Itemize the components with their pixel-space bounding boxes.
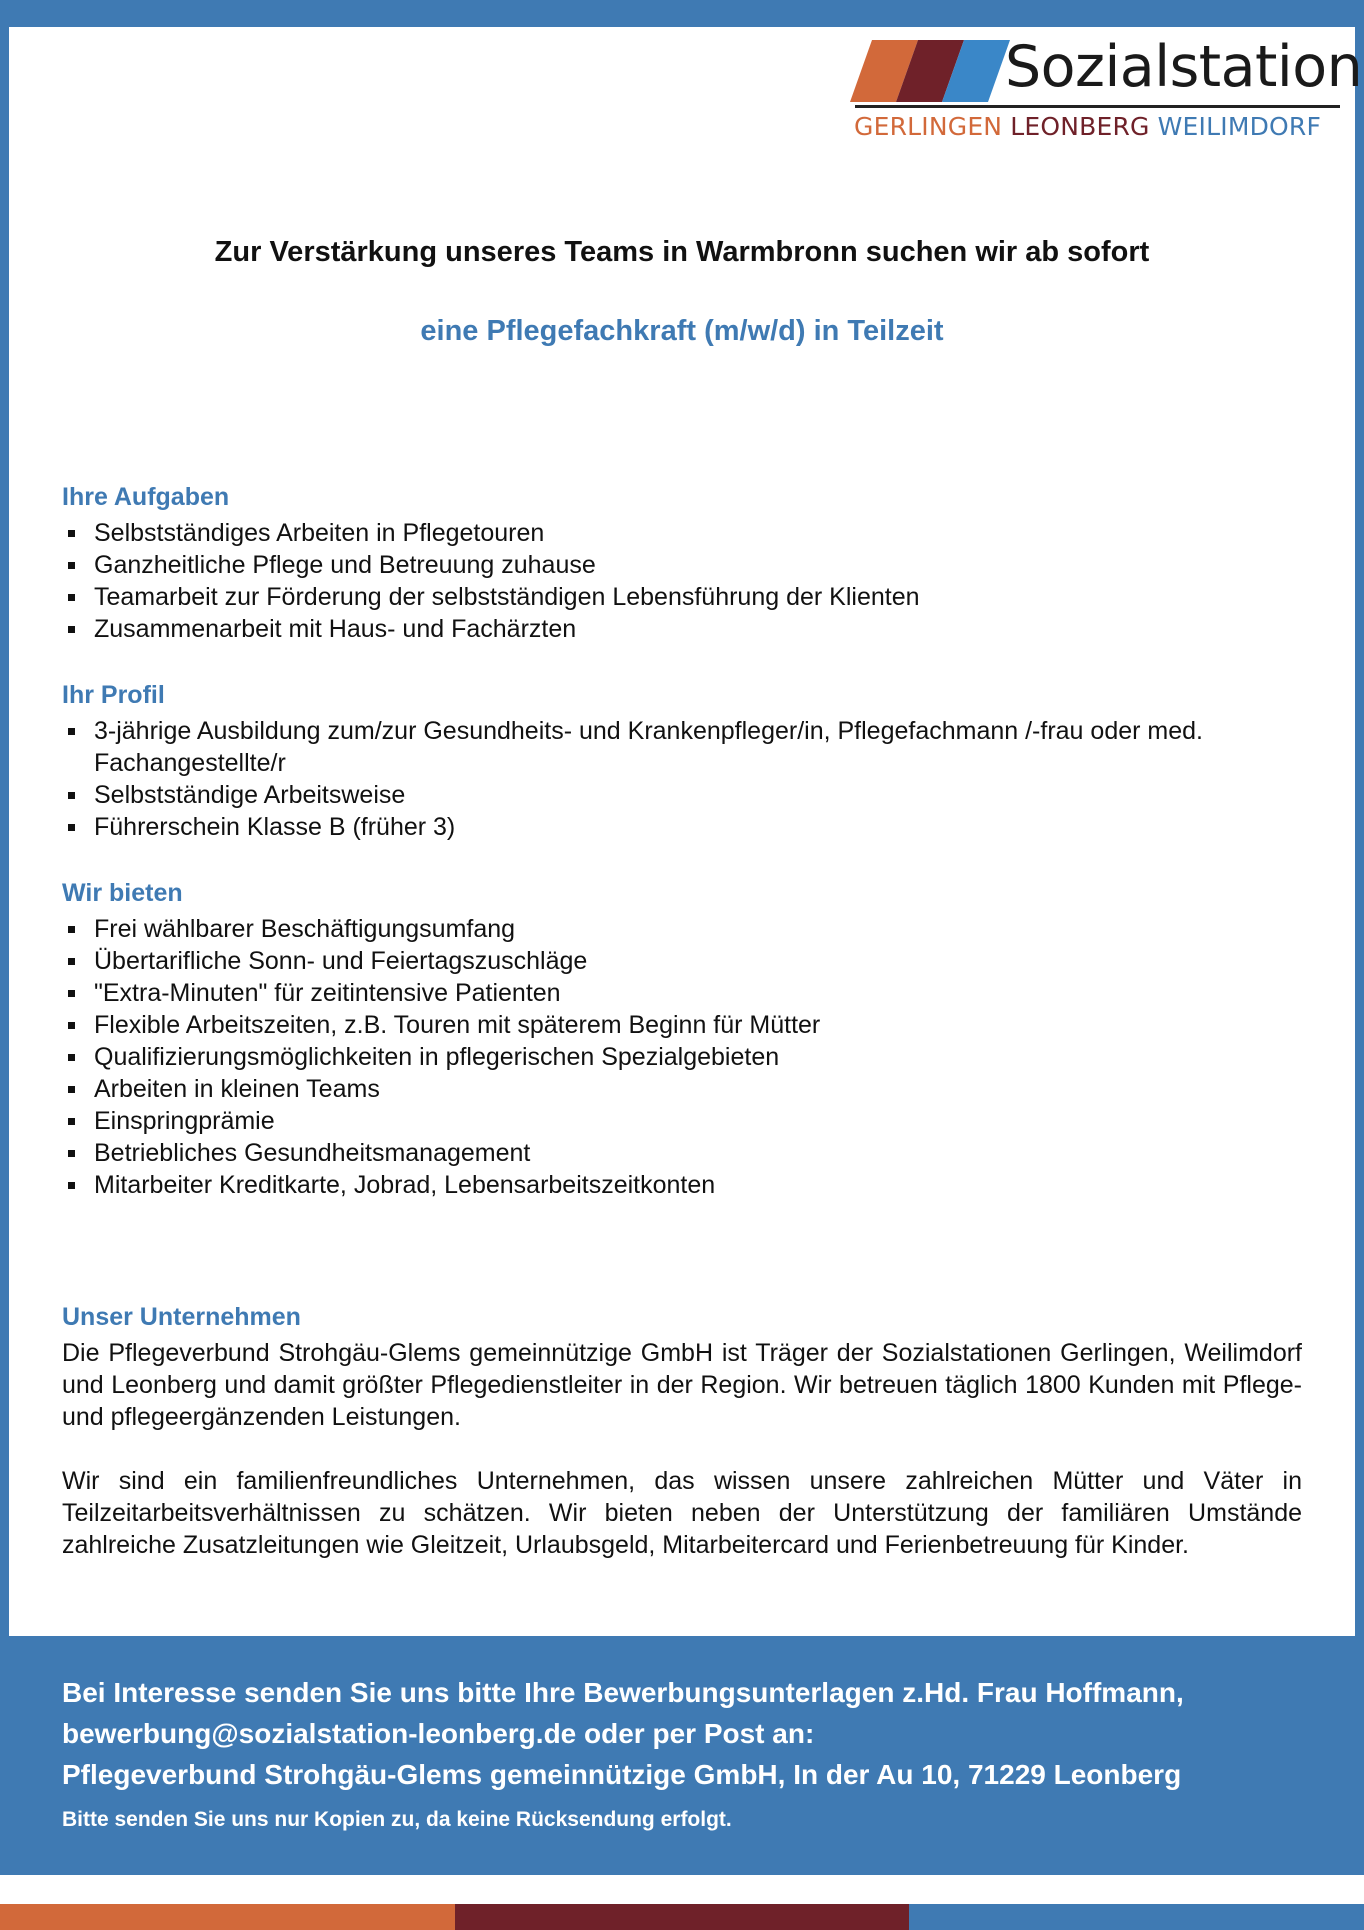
logo-title: Sozialstation [1005, 34, 1363, 100]
list-item: Betriebliches Gesundheitsmanagement [62, 1137, 1302, 1169]
logo-place-leonberg: LEONBERG [1010, 112, 1150, 141]
list-item: Selbstständiges Arbeiten in Pflegetouren [62, 517, 1302, 549]
bottom-bar-orange [0, 1904, 455, 1930]
logo-rule [855, 105, 1340, 108]
copy-note: Bitte senden Sie uns nur Kopien zu, da keine Rücksendung erfolgt. [62, 1808, 732, 1831]
section-unternehmen [62, 1301, 1302, 1561]
list-item: Führerschein Klasse B (früher 3) [62, 811, 1274, 843]
bieten-list [62, 913, 1302, 1201]
bottom-bar-blue [909, 1904, 1364, 1930]
company-paragraph: Die Pflegeverbund Strohgäu-Glems gemeinnützige GmbH ist Träger der Sozialstationen Gerlingen, Weilimdorf und Leonberg und damit größter Pflegedienstleiter in der Region. Wir betreuen täglich 1800 Kunden mit Pflege- und pflegeergänzenden Leistungen. [62, 1339, 1302, 1431]
list-item: Arbeiten in kleinen Teams [62, 1073, 1302, 1105]
frame-top [0, 0, 1364, 27]
application-contact-box [0, 1636, 1364, 1875]
logo-places [854, 112, 1329, 141]
company-paragraph: Wir sind ein familienfreundliches Unternehmen, das wissen unsere zahlreichen Mütter und Väter in Teilzeitarbeitsverhältnissen zu schätzen. Wir bieten neben der Unterstützung der familiären Umstände zahlreiche Zusatzleitungen wie Gleitzeit, Urlaubsgeld, Mitarbeitercard und Ferienbetreuung für Kinder. [62, 1467, 1302, 1559]
section-title: Ihr Profil [62, 681, 165, 709]
section-title: Wir bieten [62, 879, 183, 907]
bottom-color-bar [0, 1904, 1364, 1930]
logo-place-weilimdorf: WEILIMDORF [1157, 112, 1322, 141]
frame-right [1355, 0, 1364, 1875]
list-item: Teamarbeit zur Förderung der selbstständigen Lebensführung der Klienten [62, 581, 1302, 613]
section-profil [62, 679, 1302, 843]
list-item: Zusammenarbeit mit Haus- und Fachärzten [62, 613, 1302, 645]
application-email-line: bewerbung@sozialstation-leonberg.de oder per Post an: [62, 1718, 815, 1749]
section-title: Unser Unternehmen [62, 1303, 301, 1331]
profil-list [62, 715, 1302, 843]
application-instructions [62, 1672, 1322, 1795]
aufgaben-list [62, 517, 1302, 645]
list-item: Ganzheitliche Pflege und Betreuung zuhause [62, 549, 1302, 581]
logo-place-gerlingen: GERLINGEN [854, 112, 1003, 141]
postal-address: Pflegeverbund Strohgäu-Glems gemeinnützige GmbH, In der Au 10, 71229 Leonberg [62, 1759, 1182, 1790]
list-item: "Extra-Minuten" für zeitintensive Patienten [62, 977, 1302, 1009]
sozialstation-logo [850, 34, 1363, 148]
list-item: 3-jährige Ausbildung zum/zur Gesundheits- und Krankenpfleger/in, Pflegefachmann /-frau oder med. Fachangestellte/r [62, 715, 1274, 779]
section-aufgaben [62, 481, 1302, 645]
application-line: Bei Interesse senden Sie uns bitte Ihre Bewerbungsunterlagen z.Hd. Frau Hoffmann, [62, 1677, 1184, 1708]
logo-stripes-icon [850, 40, 1010, 102]
list-item: Mitarbeiter Kreditkarte, Jobrad, Lebensarbeitszeitkonten [62, 1169, 1302, 1201]
list-item: Einspringprämie [62, 1105, 1302, 1137]
bottom-bar-maroon [455, 1904, 910, 1930]
list-item: Flexible Arbeitszeiten, z.B. Touren mit späterem Beginn für Mütter [62, 1009, 1302, 1041]
job-title: eine Pflegefachkraft (m/w/d) in Teilzeit [420, 315, 944, 347]
list-item: Frei wählbarer Beschäftigungsumfang [62, 913, 1302, 945]
list-item: Qualifizierungsmöglichkeiten in pflegerischen Spezialgebieten [62, 1041, 1302, 1073]
section-bieten [62, 877, 1302, 1201]
frame-left [0, 0, 9, 1875]
list-item: Übertarifliche Sonn- und Feiertagszuschläge [62, 945, 1302, 977]
section-title: Ihre Aufgaben [62, 483, 230, 511]
headline: Zur Verstärkung unseres Teams in Warmbronn suchen wir ab sofort [214, 236, 1150, 268]
list-item: Selbstständige Arbeitsweise [62, 779, 1274, 811]
